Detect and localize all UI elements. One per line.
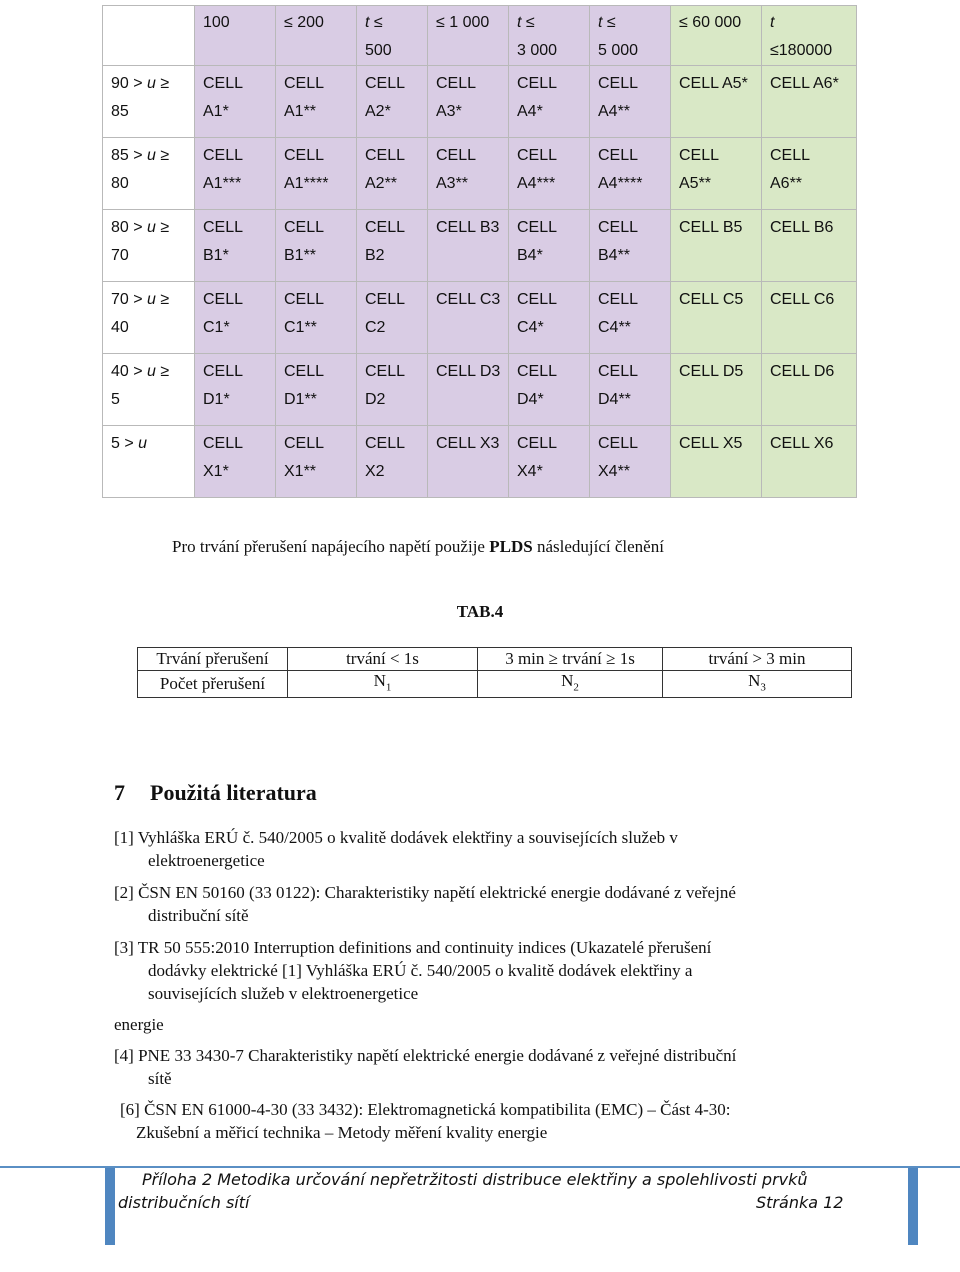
cell-code	[428, 282, 509, 354]
cell-code	[509, 138, 590, 210]
cell-line-1: CELL	[365, 75, 406, 92]
cell-line-2: D1**	[284, 391, 317, 408]
reference-text: [2] ČSN EN 50160 (33 0122): Charakteristiky napětí elektrické energie dodávané z veřejné	[114, 883, 736, 902]
cell-line-2: C1**	[284, 319, 317, 336]
voltage-range-cell	[103, 282, 195, 354]
reference-list	[114, 826, 854, 1144]
footer-title-line1: Příloha 2 Metodika určování nepřetržitosti distribuce elektřiny a spolehlivosti prvků	[142, 1170, 808, 1189]
duration-header-cell	[671, 6, 762, 66]
cell-line-1: CELL	[598, 363, 639, 380]
count-subscript: 2	[573, 681, 579, 694]
cell-line-2: B2	[365, 247, 385, 264]
reference-continuation: elektroenergetice	[148, 851, 265, 870]
table-row	[103, 282, 857, 354]
cell-line-2: 5 000	[598, 42, 639, 59]
cell-line-2: A4***	[517, 175, 556, 192]
cell-line-1: CELL D5	[679, 363, 744, 380]
cell-code	[357, 354, 428, 426]
cell-code	[276, 426, 357, 498]
cell-line-1: CELL	[598, 435, 639, 452]
cell-code	[509, 210, 590, 282]
cell-line-1: ≤ 60 000	[679, 14, 742, 31]
voltage-duration-cell-table	[102, 5, 857, 498]
cell-line-1: t	[770, 14, 775, 31]
cell-line-1: CELL	[203, 291, 244, 308]
cell-line-1: 90 > u ≥	[111, 75, 170, 92]
cell-line-1: CELL	[365, 435, 406, 452]
voltage-range-cell	[103, 210, 195, 282]
cell-line-2: A4*	[517, 103, 543, 120]
cell-code	[762, 426, 857, 498]
count-symbol: N	[561, 671, 574, 690]
count-n3	[663, 671, 852, 698]
cell-line-2: A2**	[365, 175, 398, 192]
duration-header-cell	[195, 6, 276, 66]
cell-code	[671, 210, 762, 282]
cell-code	[590, 426, 671, 498]
cell-code	[590, 354, 671, 426]
cell-code	[357, 66, 428, 138]
cell-line-1: CELL	[365, 363, 406, 380]
cell-code	[671, 138, 762, 210]
cell-code	[590, 210, 671, 282]
cell-line-1: CELL	[284, 75, 325, 92]
table-label: TAB.4	[456, 602, 504, 621]
reference-text: [1] Vyhláška ERÚ č. 540/2005 o kvalitě dodávek elektřiny a souvisejících služeb v	[114, 828, 678, 847]
cell-line-1: CELL	[598, 219, 639, 236]
cell-line-2: 3 000	[517, 42, 558, 59]
cell-line-1: t ≤	[517, 14, 535, 31]
cell-line-2: B1**	[284, 247, 317, 264]
cell-code	[428, 138, 509, 210]
reference-item	[114, 881, 854, 927]
section-heading	[114, 780, 317, 806]
cell-code	[428, 210, 509, 282]
cell-line-2: 70	[111, 247, 129, 264]
cell-line-1: CELL	[436, 147, 477, 164]
cell-line-2: A5**	[679, 175, 712, 192]
duration-long: trvání > 3 min	[663, 648, 852, 671]
cell-line-2: A2*	[365, 103, 391, 120]
cell-line-1: ≤ 1 000	[436, 14, 490, 31]
count-header: Počet přerušení	[138, 671, 288, 698]
table-header-row	[103, 6, 857, 66]
count-subscript: 1	[385, 681, 392, 694]
cell-line-1: CELL	[517, 147, 558, 164]
footer-marker-right	[908, 1168, 918, 1245]
duration-short: trvání < 1s	[288, 648, 478, 671]
cell-line-2: A1*	[203, 103, 229, 120]
cell-code	[195, 426, 276, 498]
count-n1	[288, 671, 478, 698]
duration-header-cell	[428, 6, 509, 66]
caption-text-before: Pro trvání přerušení napájecího napětí použije	[172, 537, 490, 556]
cell-line-2: B4**	[598, 247, 631, 264]
cell-line-1: CELL B6	[770, 219, 834, 236]
cell-code	[762, 138, 857, 210]
cell-code	[671, 426, 762, 498]
cell-code	[357, 282, 428, 354]
cell-line-1: CELL	[284, 219, 325, 236]
reference-text: energie	[114, 1015, 164, 1034]
cell-line-1: CELL	[517, 435, 558, 452]
cell-code	[762, 282, 857, 354]
cell-line-1: CELL	[436, 75, 477, 92]
reference-continuation: Zkušební a měřicí technika – Metody měření kvality energie	[136, 1123, 548, 1142]
cell-code	[762, 66, 857, 138]
cell-code	[195, 210, 276, 282]
cell-line-2: A4****	[598, 175, 643, 192]
cell-line-1: CELL	[284, 147, 325, 164]
cell-code	[509, 282, 590, 354]
cell-line-2: 80	[111, 175, 129, 192]
cell-line-1: CELL	[770, 147, 811, 164]
header-corner	[103, 6, 195, 66]
cell-code	[762, 210, 857, 282]
cell-line-2: D1*	[203, 391, 230, 408]
cell-line-2: 500	[365, 42, 392, 59]
duration-header-cell	[276, 6, 357, 66]
table-row	[138, 648, 852, 671]
table-row	[103, 426, 857, 498]
cell-line-1: CELL C3	[436, 291, 501, 308]
reference-item	[114, 1013, 854, 1036]
duration-header: Trvání přerušení	[138, 648, 288, 671]
voltage-range-cell	[103, 426, 195, 498]
cell-line-2: A1***	[203, 175, 242, 192]
reference-item	[114, 826, 854, 872]
duration-header-cell	[590, 6, 671, 66]
cell-line-1: CELL X3	[436, 435, 500, 452]
table-row	[103, 138, 857, 210]
voltage-range-cell	[103, 66, 195, 138]
cell-code	[195, 138, 276, 210]
cell-line-2: A4**	[598, 103, 631, 120]
cell-code	[276, 66, 357, 138]
section-title: Použitá literatura	[150, 780, 317, 805]
cell-line-1: CELL	[598, 147, 639, 164]
cell-line-1: CELL	[517, 291, 558, 308]
cell-line-2: C2	[365, 319, 386, 336]
cell-line-2: 40	[111, 319, 129, 336]
cell-line-2: A1**	[284, 103, 317, 120]
count-symbol: N	[748, 671, 761, 690]
cell-line-1: 80 > u ≥	[111, 219, 170, 236]
caption-text-after: následující členění	[532, 537, 664, 556]
reference-continuation: sítě	[148, 1069, 172, 1088]
duration-header-cell	[762, 6, 857, 66]
cell-code	[276, 210, 357, 282]
cell-code	[509, 354, 590, 426]
cell-line-2: X4**	[598, 463, 631, 480]
cell-code	[357, 210, 428, 282]
cell-code	[195, 282, 276, 354]
cell-code	[195, 354, 276, 426]
footer-marker-left	[105, 1168, 115, 1245]
voltage-range-cell	[103, 354, 195, 426]
cell-line-2: D2	[365, 391, 386, 408]
cell-line-1: CELL C6	[770, 291, 835, 308]
cell-line-2: ≤180000	[770, 42, 833, 59]
cell-line-1: 100	[203, 14, 230, 31]
cell-line-1: CELL X6	[770, 435, 834, 452]
footer-page-number: Stránka 12	[756, 1193, 844, 1212]
cell-line-1: CELL	[203, 435, 244, 452]
cell-code	[428, 354, 509, 426]
reference-item	[114, 936, 854, 1005]
duration-header-cell	[509, 6, 590, 66]
cell-code	[590, 138, 671, 210]
cell-line-1: 85 > u ≥	[111, 147, 170, 164]
cell-line-2: A3*	[436, 103, 462, 120]
cell-line-1: 70 > u ≥	[111, 291, 170, 308]
table-row	[103, 66, 857, 138]
cell-line-1: 5 > u	[111, 435, 148, 452]
cell-code	[357, 426, 428, 498]
cell-line-1: CELL	[365, 219, 406, 236]
interruption-count-table	[137, 647, 852, 698]
cell-code	[357, 138, 428, 210]
count-n2	[478, 671, 663, 698]
cell-line-1: t ≤	[598, 14, 616, 31]
cell-line-1: CELL D3	[436, 363, 501, 380]
duration-medium: 3 min ≥ trvání ≥ 1s	[478, 648, 663, 671]
count-subscript: 3	[760, 681, 766, 694]
cell-line-1: CELL D6	[770, 363, 835, 380]
cell-line-2: A6**	[770, 175, 803, 192]
cell-line-1: CELL	[203, 147, 244, 164]
duration-header-cell	[357, 6, 428, 66]
cell-line-2: D4**	[598, 391, 631, 408]
cell-line-1: CELL A5*	[679, 75, 748, 92]
cell-line-1: CELL A6*	[770, 75, 839, 92]
cell-line-2: X1**	[284, 463, 317, 480]
reference-text: [4] PNE 33 3430-7 Charakteristiky napětí elektrické energie dodávané z veřejné distribuční	[114, 1046, 737, 1065]
footer-title-line2: distribučních sítí	[118, 1193, 250, 1212]
cell-code	[276, 354, 357, 426]
reference-item	[114, 1098, 854, 1144]
reference-continuation: dodávky elektrické [1] Vyhláška ERÚ č. 540/2005 o kvalitě dodávek elektřiny a	[148, 961, 693, 980]
table-row	[138, 671, 852, 698]
cell-line-2: 5	[111, 391, 120, 408]
footer-rule	[0, 1166, 960, 1168]
table-row	[103, 354, 857, 426]
caption-plds: PLDS	[489, 537, 533, 556]
cell-line-2: A1****	[284, 175, 329, 192]
cell-line-1: CELL B5	[679, 219, 743, 236]
reference-item	[114, 1044, 854, 1090]
cell-line-1: t ≤	[365, 14, 383, 31]
cell-table-body	[103, 6, 857, 498]
cell-line-1: CELL	[203, 219, 244, 236]
cell-code	[428, 66, 509, 138]
reference-continuation: souvisejících služeb v elektroenergetice	[148, 984, 419, 1003]
cell-line-2: C4**	[598, 319, 631, 336]
section-number: 7	[114, 780, 125, 805]
cell-code	[590, 66, 671, 138]
count-symbol: N	[373, 671, 386, 690]
cell-line-2: C4*	[517, 319, 544, 336]
voltage-range-cell	[103, 138, 195, 210]
cell-code	[671, 282, 762, 354]
reference-text: [6] ČSN EN 61000-4-30 (33 3432): Elektromagnetická kompatibilita (EMC) – Část 4-30:	[120, 1100, 731, 1119]
cell-code	[671, 66, 762, 138]
cell-code	[509, 66, 590, 138]
cell-line-1: CELL	[365, 291, 406, 308]
cell-line-1: CELL	[203, 363, 244, 380]
cell-line-2: B4*	[517, 247, 543, 264]
cell-code	[428, 426, 509, 498]
cell-line-1: CELL B3	[436, 219, 500, 236]
cell-line-2: X2	[365, 463, 385, 480]
cell-line-2: A3**	[436, 175, 469, 192]
cell-line-2: 85	[111, 103, 129, 120]
cell-line-1: CELL	[598, 75, 639, 92]
cell-line-1: CELL	[284, 363, 325, 380]
cell-code	[762, 354, 857, 426]
cell-line-1: 40 > u ≥	[111, 363, 170, 380]
cell-line-2: X4*	[517, 463, 543, 480]
cell-line-1: CELL	[284, 435, 325, 452]
cell-line-1: CELL	[598, 291, 639, 308]
reference-text: [3] TR 50 555:2010 Interruption definitions and continuity indices (Ukazatelé přerušení	[114, 938, 712, 957]
cell-line-1: CELL	[679, 147, 720, 164]
cell-line-2: B1*	[203, 247, 229, 264]
plds-caption	[172, 537, 664, 557]
cell-line-1: CELL C5	[679, 291, 744, 308]
reference-continuation: distribuční sítě	[148, 906, 249, 925]
cell-code	[671, 354, 762, 426]
cell-code	[509, 426, 590, 498]
cell-line-2: C1*	[203, 319, 230, 336]
cell-line-1: CELL	[517, 363, 558, 380]
cell-code	[590, 282, 671, 354]
cell-line-2: D4*	[517, 391, 544, 408]
cell-line-2: X1*	[203, 463, 229, 480]
cell-code	[276, 282, 357, 354]
cell-line-1: CELL X5	[679, 435, 743, 452]
cell-line-1: CELL	[203, 75, 244, 92]
cell-line-1: CELL	[517, 219, 558, 236]
cell-line-1: CELL	[517, 75, 558, 92]
cell-line-1: ≤ 200	[284, 14, 324, 31]
cell-line-1: CELL	[365, 147, 406, 164]
cell-line-1: CELL	[284, 291, 325, 308]
table-row	[103, 210, 857, 282]
cell-code	[276, 138, 357, 210]
cell-code	[195, 66, 276, 138]
